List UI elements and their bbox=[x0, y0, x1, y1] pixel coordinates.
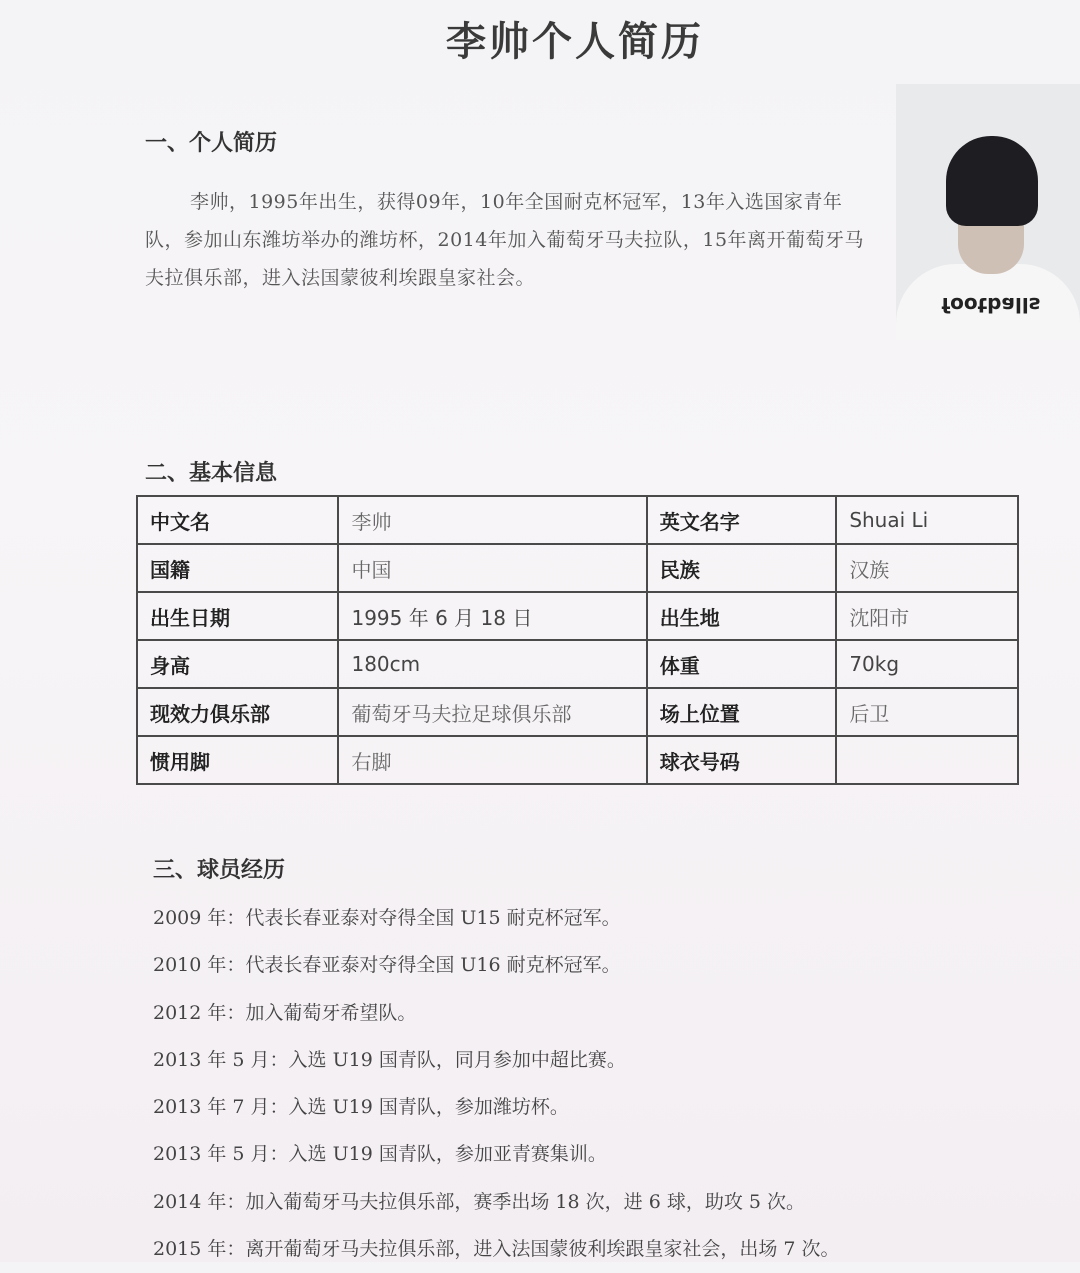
table-row bbox=[137, 688, 1018, 736]
label-nationality: 国籍 bbox=[137, 544, 338, 592]
label-birthplace: 出生地 bbox=[647, 592, 837, 640]
value-birth-date: 1995 年 6 月 18 日 bbox=[338, 592, 646, 640]
list-item: 2009 年：代表长春亚泰对夺得全国 U15 耐克杯冠军。 bbox=[153, 907, 621, 929]
section-heading-basic-info: 二、基本信息 bbox=[145, 461, 278, 486]
label-current-club: 现效力俱乐部 bbox=[137, 688, 338, 736]
table-row bbox=[137, 544, 1018, 592]
list-item: 2013 年 5 月：入选 U19 国青队，参加亚青赛集训。 bbox=[153, 1143, 607, 1166]
label-weight: 体重 bbox=[647, 640, 837, 688]
value-nationality: 中国 bbox=[338, 544, 646, 592]
list-item: 2012 年：加入葡萄牙希望队。 bbox=[153, 1001, 417, 1024]
photo-shirt-text: footballs bbox=[941, 293, 1041, 317]
table-row bbox=[137, 592, 1018, 640]
table-row bbox=[137, 496, 1018, 544]
document-title: 李帅个人简历 bbox=[446, 19, 704, 65]
value-ethnicity: 汉族 bbox=[836, 544, 1018, 592]
list-item: 2014 年：加入葡萄牙马夫拉俱乐部，赛季出场 18 次，进 6 球，助攻 5 次。 bbox=[153, 1190, 805, 1213]
value-chinese-name: 李帅 bbox=[338, 496, 646, 544]
value-position: 后卫 bbox=[836, 688, 1018, 736]
label-birth-date: 出生日期 bbox=[137, 592, 338, 640]
value-english-name: Shuai Li bbox=[836, 496, 1018, 544]
profile-paragraph: 李帅，1995年出生，获得09年，10年全国耐克杯冠军，13年入选国家青年队，参加山东潍坊举办的潍坊杯，2014年加入葡萄牙马夫拉队，15年离开葡萄牙马夫拉俱乐部，进入法国蒙彼利埃跟皇家社会。 bbox=[145, 191, 865, 289]
section-heading-profile: 一、个人简历 bbox=[145, 131, 278, 156]
label-height: 身高 bbox=[137, 640, 338, 688]
label-preferred-foot: 惯用脚 bbox=[137, 736, 338, 784]
list-item: 2015 年：离开葡萄牙马夫拉俱乐部，进入法国蒙彼利埃跟皇家社会，出场 7 次。 bbox=[153, 1238, 840, 1261]
value-preferred-foot: 右脚 bbox=[338, 736, 646, 784]
list-item: 2010 年：代表长春亚泰对夺得全国 U16 耐克杯冠军。 bbox=[153, 954, 621, 977]
value-weight: 70kg bbox=[836, 640, 1018, 688]
value-current-club: 葡萄牙马夫拉足球俱乐部 bbox=[338, 688, 646, 736]
label-position: 场上位置 bbox=[647, 688, 837, 736]
table-row bbox=[137, 640, 1018, 688]
label-jersey-number: 球衣号码 bbox=[647, 736, 837, 784]
profile-photo bbox=[896, 84, 1080, 340]
career-list bbox=[153, 895, 1033, 1273]
table-row bbox=[137, 736, 1018, 784]
basic-info-table bbox=[136, 495, 1019, 785]
label-english-name: 英文名字 bbox=[647, 496, 837, 544]
value-birthplace: 沈阳市 bbox=[836, 592, 1018, 640]
section-heading-career: 三、球员经历 bbox=[153, 858, 286, 883]
value-height: 180cm bbox=[338, 640, 646, 688]
label-ethnicity: 民族 bbox=[647, 544, 837, 592]
photo-hair bbox=[946, 136, 1038, 226]
value-jersey-number bbox=[836, 736, 1018, 784]
label-chinese-name: 中文名 bbox=[137, 496, 338, 544]
list-item: 2013 年 5 月：入选 U19 国青队，同月参加中超比赛。 bbox=[153, 1048, 626, 1071]
list-item: 2013 年 7 月：入选 U19 国青队，参加潍坊杯。 bbox=[153, 1096, 569, 1119]
